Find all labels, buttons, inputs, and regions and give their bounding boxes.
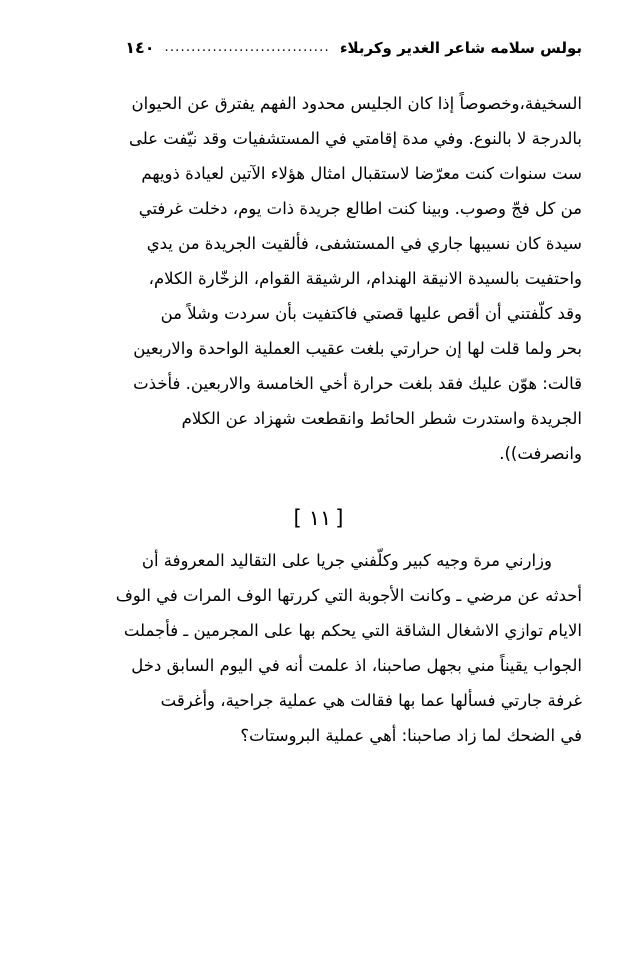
text-line: ست سنوات كنت معرّضا لاستقبال امثال هؤلاء الآتين لعيادة ذويهم xyxy=(141,163,582,183)
header-dot-leader: ............................... xyxy=(164,40,330,55)
text-line: السخيفة،وخصوصاً إذا كان الجليس محدود الفهم يفترق عن الحيوان xyxy=(131,94,582,113)
text-line: من كل فجّ وصوب. وبينا كنت اطالع جريدة ذات يوم، دخلت غرفتي xyxy=(138,198,582,218)
bracket-open: [ xyxy=(335,505,347,530)
text-line: أحدثه عن مرضي ـ وكانت الأجوبة التي كررتها الوف المرات في الوف xyxy=(115,585,582,605)
bracket-close: ] xyxy=(293,505,305,530)
text-line: بحر ولما قلت لها إن حرارتي بلغت عقيب العملية الواحدة والاربعين xyxy=(133,338,582,358)
section-number-value: ١١ xyxy=(308,505,332,530)
page-header xyxy=(58,28,582,57)
text-line: الجريدة واستدرت شطر الحائط وانقطعت شهزاد عن الكلام xyxy=(181,408,582,428)
text-line: واحتفيت بالسيدة الانيقة الهندام، الرشيقة القوام، الزخّارة الكلام، xyxy=(148,268,582,288)
text-line: قالت: هوّن عليك فقد بلغت حرارة أخي الخامسة والاربعين. فأخذت xyxy=(133,373,582,393)
text-line: الايام توازي الاشغال الشاقة التي يحكم بها على المجرمين ـ فأجملت xyxy=(123,620,582,640)
text-line: الجواب يقيناً مني بجهل صاحبنا، اذ علمت أنه في اليوم السابق دخل xyxy=(131,655,582,675)
text-line: غرفة جارتي فسألها عما بها فقالت هي عملية جراحية، وأغرقت xyxy=(160,690,582,710)
paragraph-one xyxy=(58,87,582,472)
text-line: وانصرفت)). xyxy=(499,443,582,463)
text-line: في الضحك لما زاد صاحبنا: أهي عملية البروستات؟ xyxy=(240,725,582,745)
text-line: بالدرجة لا بالنوع. وفي مدة إقامتي في المستشفيات وقد نيّفت على xyxy=(128,128,582,148)
text-line: وقد كلّفتني أن أقص عليها قصتي فاكتفيت بأن سردت وشلاً من xyxy=(160,303,582,323)
paragraph-two xyxy=(58,544,582,754)
text-line: وزارني مرة وجيه كبير وكلّفني جريا على التقاليد المعروفة أن xyxy=(141,550,552,570)
text-line: سيدة كان نسيبها جاري في المستشفى، فألقيت الجريدة من يدي xyxy=(146,233,582,253)
book-title: بولس سلامه شاعر الغدير وكربلاء xyxy=(339,39,582,57)
page-number: ١٤٠ xyxy=(125,38,155,57)
section-number xyxy=(58,506,582,530)
